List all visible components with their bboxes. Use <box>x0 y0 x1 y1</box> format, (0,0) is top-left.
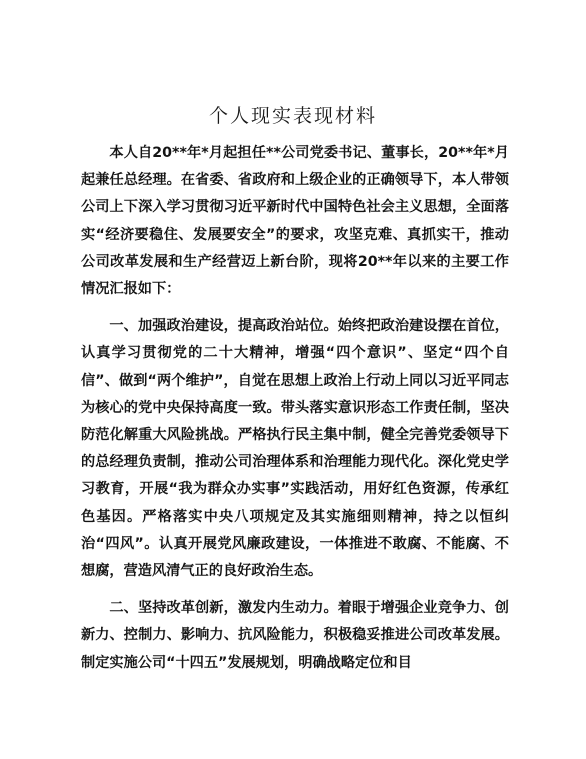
document-body <box>81 140 509 677</box>
paragraph-political-building: 一、加强政治建设，提高政治站位。始终把政治建设摆在首位，认真学习贯彻党的二十大精神，增强“四个意识”、坚定“四个自信”、做到“两个维护”，自觉在思想上政治上行动上同以习近平同志为核心的党中央保持高度一致。带头落实意识形态工作责任制，坚决防范化解重大风险挑战。严格执行民主集中制，健全完善党委领导下的总经理负责制，推动公司治理体系和治理能力现代化。深化党史学习教育，开展“我为群众办实事”实践活动，用好红色资源，传承红色基因。严格落实中央八项规定及其实施细则精神，持之以恒纠治“四风”。认真开展党风廉政建设，一体推进不敢腐、不能腐、不想腐，营造风清气正的良好政治生态。 <box>81 318 509 580</box>
document-title: 个人现实表现材料 <box>208 105 377 127</box>
paragraph-intro: 本人自20**年*月起担任**公司党委书记、董事长，20**年*月起兼任总经理。在省委、省政府和上级企业的正确领导下，本人带领公司上下深入学习贯彻习近平新时代中国特色社会主义思想，全面落实“经济要稳住、发展要安全”的要求，攻坚克难、真抓实干，推动公司改革发展和生产经营迈上新台阶，现将20**年以来的主要工作情况汇报如下： <box>81 145 509 298</box>
paragraph-reform-innovation: 二、坚持改革创新，激发内生动力。着眼于增强企业竞争力、创新力、控制力、影响力、抗风险能力，积极稳妥推进公司改革发展。制定实施公司“十四五”发展规划，明确战略定位和目 <box>81 600 509 671</box>
